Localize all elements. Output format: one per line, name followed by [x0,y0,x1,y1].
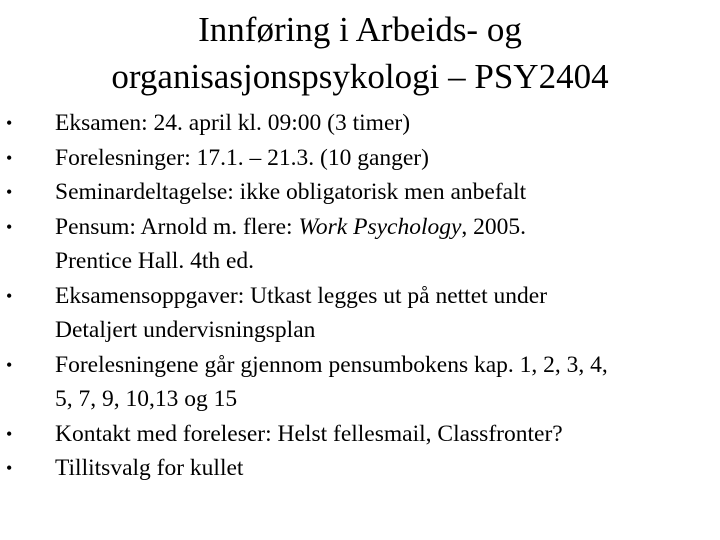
bullet-text-line-1 [55,210,720,245]
bullet-text-line-1: Eksamensoppgaver: Utkast legges ut på nettet under [55,282,548,309]
bullet-icon: • [6,458,13,478]
curriculum-prefix: Pensum: Arnold m. flere: [55,213,299,240]
curriculum-suffix: , 2005. [461,213,527,240]
bullet-text: Tillitsvalg for kullet [55,455,244,481]
bullet-curriculum [0,210,720,279]
book-title: Work Psychology [298,213,462,240]
title-line-1: Innføring i Arbeids- og [198,10,522,49]
bullet-text-line-2: 5, 7, 9, 10,13 og 15 [55,386,238,412]
bullet-icon: • [6,216,13,237]
bullet-chapters [0,348,720,417]
bullet-icon: • [6,182,13,202]
bullet-icon: • [6,285,13,306]
bullet-icon: • [6,354,13,375]
bullet-representative [0,451,720,486]
bullet-text-line-2: Detaljert undervisningsplan [55,317,316,343]
bullet-seminar [0,175,720,210]
bullet-icon: • [6,113,13,133]
bullet-text-line-1: Forelesningene går gjennom pensumbokens kap. 1, 2, 3, 4, [55,351,608,378]
bullet-text: Forelesninger: 17.1. – 21.3. (10 ganger) [55,144,429,171]
bullet-text: Kontakt med foreleser: Helst fellesmail, Classfronter? [55,420,563,447]
bullet-icon: • [6,423,13,444]
bullet-exam-tasks [0,279,720,348]
bullet-text: Seminardeltagelse: ikke obligatorisk men anbefalt [55,179,527,205]
bullet-text: Eksamen: 24. april kl. 09:00 (3 timer) [55,110,411,136]
slide-title [0,6,720,100]
bullet-list [0,106,720,486]
bullet-contact [0,417,720,452]
title-line-2: organisasjonspsykologi – PSY2404 [111,57,609,96]
bullet-exam [0,106,720,141]
bullet-icon: • [6,147,13,168]
bullet-lectures [0,141,720,176]
bullet-text-line-2: Prentice Hall. 4th ed. [55,248,255,274]
